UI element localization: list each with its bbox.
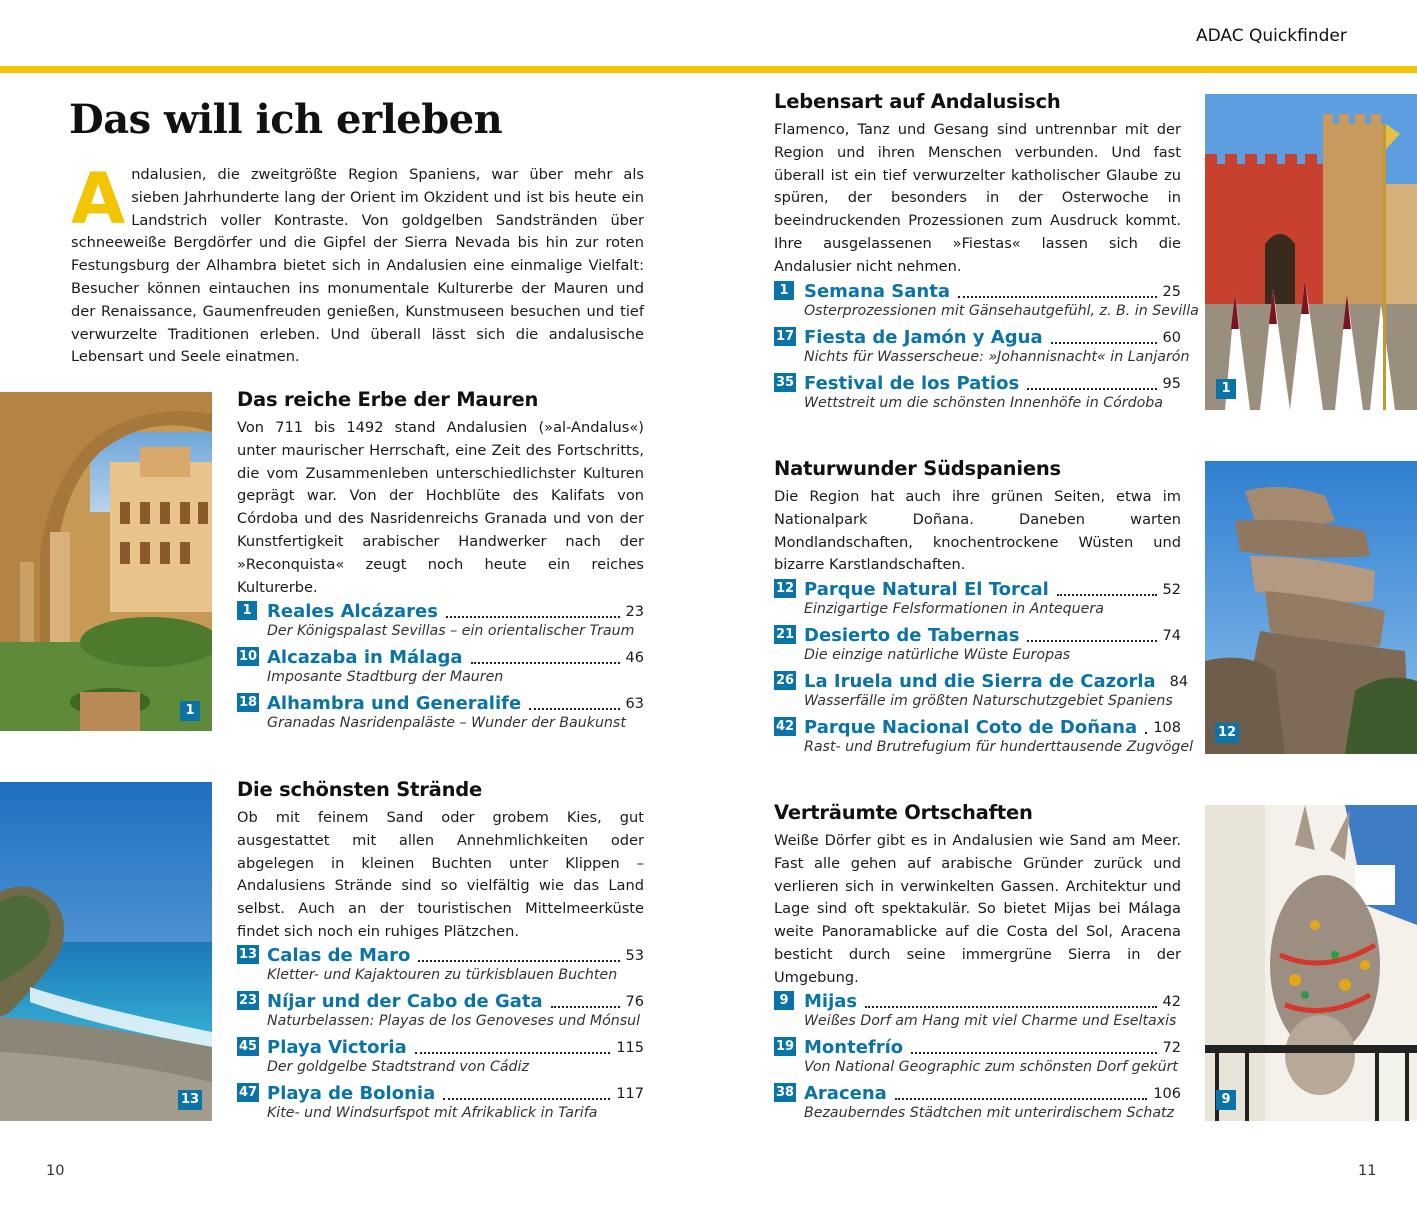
entries-lebensart: [774, 279, 1199, 417]
entry-page-number: 25: [1162, 284, 1181, 300]
list-item[interactable]: [774, 1081, 1181, 1127]
photo-badge: 1: [1216, 379, 1236, 399]
entry-page-number: 117: [616, 1086, 644, 1102]
photo-procession: [1205, 94, 1417, 410]
list-item[interactable]: [237, 599, 644, 645]
entry-subtitle: Naturbelassen: Playas de los Genoveses und Mónsul: [267, 1013, 641, 1029]
entry-number-badge: 38: [776, 1085, 795, 1100]
photo-alcazar-courtyard: [0, 392, 212, 731]
entry-title-link[interactable]: Playa de Bolonia: [267, 1083, 436, 1104]
entry-title-link[interactable]: Alcazaba in Málaga: [267, 647, 463, 668]
section-heading: Naturwunder Südspaniens: [774, 457, 1061, 480]
page-number-left: 10: [46, 1163, 65, 1179]
entry-subtitle: Granadas Nasridenpaläste – Wunder der Baukunst: [267, 715, 626, 731]
list-item[interactable]: [774, 623, 1181, 669]
list-item[interactable]: [237, 943, 644, 989]
entry-number-badge: 12: [776, 581, 795, 596]
entry-number-badge: 17: [776, 329, 795, 344]
entry-page-number: 60: [1162, 330, 1181, 346]
photo-badge: 12: [1215, 723, 1239, 743]
intro-paragraph: [71, 158, 644, 369]
entry-title-link[interactable]: Montefrío: [804, 1037, 904, 1058]
beach-illustration: [0, 782, 212, 1121]
list-item[interactable]: [774, 1035, 1181, 1081]
donkey-illustration: [1205, 805, 1417, 1121]
entry-number-badge: 10: [239, 649, 258, 664]
entry-number-badge: 23: [239, 993, 258, 1008]
section-naturwunder: [774, 457, 1181, 577]
entry-subtitle: Weißes Dorf am Hang mit viel Charme und Eseltaxis: [804, 1013, 1177, 1029]
entries-naturwunder: [774, 577, 1194, 761]
entry-page-number: 52: [1162, 582, 1181, 598]
entry-title-link[interactable]: Semana Santa: [804, 281, 950, 302]
leader-dots: [865, 1006, 1156, 1008]
leader-dots: [958, 296, 1157, 298]
entry-number-badge: 13: [239, 947, 258, 962]
entry-page-number: 42: [1162, 994, 1181, 1010]
section-ortschaften: [774, 801, 1181, 990]
entry-title-link[interactable]: La Iruela und die Sierra de Cazorla: [804, 671, 1156, 692]
entry-number-badge: 21: [776, 627, 795, 642]
entry-number-badge: 42: [776, 719, 795, 734]
entry-number-badge: 18: [239, 695, 258, 710]
leader-dots: [415, 1052, 611, 1054]
entry-number-badge: 1: [774, 281, 794, 300]
leader-dots: [418, 960, 619, 962]
entry-title-link[interactable]: Parque Nacional Coto de Doñana: [804, 717, 1138, 738]
entry-page-number: 23: [625, 604, 644, 620]
entry-subtitle: Wasserfälle im größten Naturschutzgebiet Spaniens: [804, 693, 1173, 709]
leader-dots: [529, 708, 619, 710]
section-mauren: [237, 388, 644, 599]
entry-title-link[interactable]: Parque Natural El Torcal: [804, 579, 1049, 600]
leader-dots: [1027, 640, 1156, 642]
leader-dots: [1051, 342, 1157, 344]
entry-number-badge: 47: [239, 1085, 258, 1100]
photo-badge: 13: [178, 1090, 202, 1110]
entry-subtitle: Der goldgelbe Stadtstrand von Cádiz: [267, 1059, 529, 1075]
list-item[interactable]: [774, 669, 1189, 715]
entry-title-link[interactable]: Mijas: [804, 991, 858, 1012]
photo-beach: [0, 782, 212, 1121]
list-item[interactable]: [774, 371, 1181, 417]
entry-subtitle: Kite- und Windsurfspot mit Afrikablick in Tarifa: [267, 1105, 598, 1121]
entry-number-badge: 19: [776, 1039, 795, 1054]
entry-subtitle: Imposante Stadtburg der Mauren: [267, 669, 504, 685]
header-rule: [0, 66, 1417, 73]
entry-title-link[interactable]: Playa Victoria: [267, 1037, 407, 1058]
list-item[interactable]: [774, 577, 1181, 623]
photo-badge: 9: [1216, 1090, 1236, 1110]
entry-title-link[interactable]: Alhambra und Generalife: [267, 693, 522, 714]
leader-dots: [446, 616, 620, 618]
list-item[interactable]: [237, 691, 644, 737]
entry-number-badge: 35: [776, 375, 795, 390]
section-body: Weiße Dörfer gibt es in Andalusien wie Sand am Meer. Fast alle gehen auf arabische Gründer zurück und verlieren sich in verwinkelten Gassen. Architektur und Lage sind oft spektakulär. So bietet Mijas bei Málaga weite Panoramablicke auf die Costa del Sol, Aracena besticht durch seine immergrüne Sierra in der Umgebung.: [774, 832, 1181, 986]
entry-title-link[interactable]: Festival de los Patios: [804, 373, 1020, 394]
section-heading: Verträumte Ortschaften: [774, 801, 1033, 824]
leader-dots: [1145, 732, 1147, 734]
entry-title-link[interactable]: Reales Alcázares: [267, 601, 438, 622]
drop-cap: A: [71, 158, 126, 240]
entry-subtitle: Osterprozessionen mit Gänsehautgefühl, z. B. in Sevilla: [804, 303, 1199, 319]
section-body: Von 711 bis 1492 stand Andalusien (»al-Andalus«) unter maurischer Herrschaft, eine Zeit des Fortschritts, die vom Zusammenleben unterschiedlichster Kulturen geprägt war. Von der Hochblüte des Kalifats von Córdoba und des Nasridenreichs Granada und von der Kunstfertigkeit arabischer Handwerker nach der »Reconquista« zeugt noch heute ein reiches Kulturerbe.: [237, 419, 644, 596]
entry-subtitle: Der Königspalast Sevillas – ein orientalischer Traum: [267, 623, 635, 639]
leader-dots: [895, 1098, 1148, 1100]
page-number-right: 11: [1358, 1163, 1377, 1179]
entry-page-number: 115: [616, 1040, 644, 1056]
entry-subtitle: Kletter- und Kajaktouren zu türkisblauen Buchten: [267, 967, 618, 983]
intro-text: ndalusien, die zweitgrößte Region Spaniens, war über mehr als sieben Jahrhunderte lang der Orient im Okzident und ist bis heute ein Landstrich voller Kontraste. Von goldgelben Sandstränden über schneeweiße Bergdörfer und die Gipfel der Sierra Nevada bis hin zur roten Festungsburg der Alhambra bietet sich in Andalusien eine einmalige Vielfalt: Besucher können eintauchen ins monumentale Kulturerbe der Mauren und der Renaissance, Gaumenfreuden genießen, Kunstmuseen besuchen und tief verwurzelte Traditionen erleben. Und überall lässt sich die andalusische Lebensart und Seele einatmen.: [71, 166, 644, 366]
entry-title-link[interactable]: Fiesta de Jamón y Agua: [804, 327, 1043, 348]
photo-donkey-mijas: [1205, 805, 1417, 1121]
section-body: Die Region hat auch ihre grünen Seiten, etwa im Nationalpark Doñana. Daneben warten Mondlandschaften, knochentrockene Wüsten und bizarre Karstlandschaften.: [774, 488, 1181, 574]
section-heading: Die schönsten Strände: [237, 778, 483, 801]
leader-dots: [443, 1098, 610, 1100]
entry-subtitle: Bezauberndes Städtchen mit unterirdischem Schatz: [804, 1105, 1175, 1121]
entries-mauren: [237, 599, 644, 737]
list-item[interactable]: [774, 715, 1194, 761]
list-item[interactable]: [237, 1081, 644, 1127]
entries-ortschaften: [774, 989, 1181, 1127]
list-item[interactable]: [237, 645, 644, 691]
header-label: ADAC Quickfinder: [1196, 26, 1347, 46]
photo-el-torcal: [1205, 461, 1417, 754]
list-item[interactable]: [774, 325, 1190, 371]
leader-dots: [1057, 594, 1157, 596]
entry-subtitle: Wettstreit um die schönsten Innenhöfe in Córdoba: [804, 395, 1164, 411]
entry-page-number: 53: [625, 948, 644, 964]
entry-title-link[interactable]: Níjar und der Cabo de Gata: [267, 991, 543, 1012]
entry-page-number: 84: [1169, 674, 1189, 690]
section-straende: [237, 778, 644, 944]
section-heading: Das reiche Erbe der Mauren: [237, 388, 539, 411]
leader-dots: [1027, 388, 1156, 390]
list-item[interactable]: [774, 989, 1181, 1035]
entry-subtitle: Nichts für Wasserscheue: »Johannisnacht« in Lanjarón: [804, 349, 1190, 365]
list-item[interactable]: [237, 1035, 644, 1081]
page-title: Das will ich erleben: [69, 96, 503, 143]
entry-subtitle: Von National Geographic zum schönsten Dorf gekürt: [804, 1059, 1178, 1075]
entry-number-badge: 45: [239, 1039, 258, 1054]
entry-page-number: 106: [1153, 1086, 1181, 1102]
entry-number-badge: 26: [776, 673, 795, 688]
list-item[interactable]: [774, 279, 1199, 325]
entry-page-number: 76: [625, 994, 644, 1010]
rock-formation-illustration: [1205, 461, 1417, 754]
entry-title-link[interactable]: Desierto de Tabernas: [804, 625, 1020, 646]
entry-page-number: 74: [1162, 628, 1181, 644]
leader-dots: [551, 1006, 620, 1008]
leader-dots: [471, 662, 620, 664]
entry-subtitle: Rast- und Brutrefugium für hunderttausende Zugvögel: [804, 739, 1194, 755]
entry-title-link[interactable]: Aracena: [804, 1083, 887, 1104]
leader-dots: [911, 1052, 1156, 1054]
list-item[interactable]: [237, 989, 644, 1035]
section-heading: Lebensart auf Andalusisch: [774, 90, 1061, 113]
section-body: Flamenco, Tanz und Gesang sind untrennbar mit der Region und ihren Menschen verbunden. Und fast überall ist ein tief verwurzelter katholischer Glaube zu spüren, der besonders in der Osterwoche in beeindruckenden Prozessionen zum Ausdruck kommt. Ihre ausgelassenen »Fiestas« lassen sich die Andalusier nicht nehmen.: [774, 121, 1181, 275]
entry-subtitle: Die einzige natürliche Wüste Europas: [804, 647, 1071, 663]
alcazar-courtyard-illustration: [0, 392, 212, 731]
section-lebensart: [774, 90, 1181, 279]
entry-page-number: 46: [625, 650, 644, 666]
procession-illustration: [1205, 94, 1417, 410]
entry-number-badge: 1: [237, 601, 257, 620]
entry-page-number: 95: [1162, 376, 1181, 392]
entry-subtitle: Einzigartige Felsformationen in Antequera: [804, 601, 1104, 617]
entry-title-link[interactable]: Calas de Maro: [267, 945, 411, 966]
section-body: Ob mit feinem Sand oder grobem Kies, gut ausgestattet mit allen Annehmlichkeiten oder abgelegen in kleinen Buchten unter Klippen – Andalusiens Strände sind so vielfältig wie das Land selbst. Auch an der touristischen Mittelmeerküste findet sich noch ein ruhiges Plätzchen.: [237, 809, 644, 940]
entry-page-number: 63: [625, 696, 644, 712]
entry-page-number: 72: [1162, 1040, 1181, 1056]
entry-page-number: 108: [1153, 720, 1181, 736]
photo-badge: 1: [180, 701, 200, 721]
entries-straende: [237, 943, 644, 1127]
entry-number-badge: 9: [774, 991, 794, 1010]
